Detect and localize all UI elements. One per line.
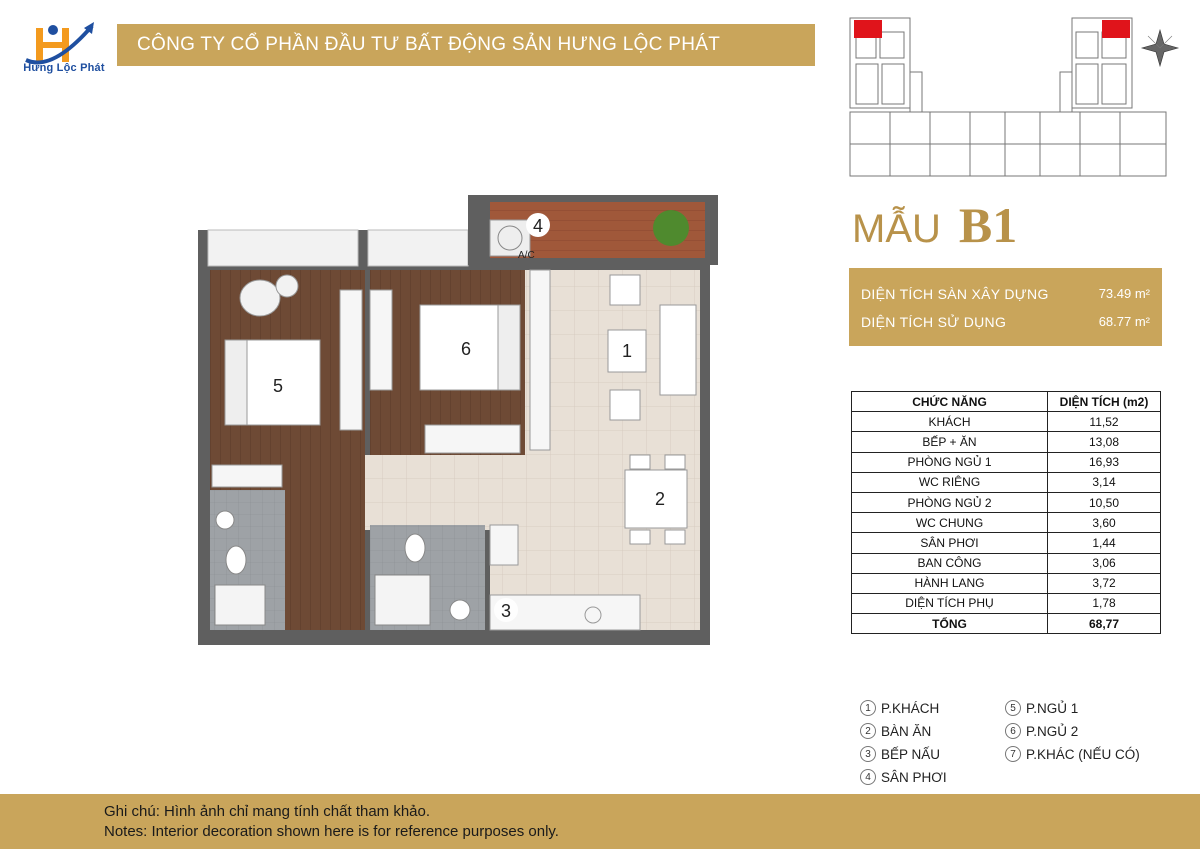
model-title xyxy=(852,196,1017,256)
area-value: 73.49 m² xyxy=(1098,286,1150,301)
function-name: HÀNH LANG xyxy=(852,573,1048,593)
legend-number-badge: 1 xyxy=(860,700,876,716)
function-area: 3,06 xyxy=(1048,553,1161,573)
function-area: 1,44 xyxy=(1048,533,1161,553)
room-label-3 xyxy=(494,598,518,622)
legend-item xyxy=(860,746,940,762)
table-total-row xyxy=(852,614,1161,634)
column-header-area: DIỆN TÍCH (m2) xyxy=(1048,392,1161,412)
svg-text:2: 2 xyxy=(654,489,666,509)
table-row xyxy=(852,593,1161,613)
function-name: BAN CÔNG xyxy=(852,553,1048,573)
function-area: 11,52 xyxy=(1048,412,1161,432)
sink-icon xyxy=(450,600,470,620)
function-name: DIỆN TÍCH PHỤ xyxy=(852,593,1048,613)
legend-item xyxy=(860,769,947,785)
company-name: CÔNG TY CỔ PHẦN ĐẦU TƯ BẤT ĐỘNG SẢN HƯNG LỘC PHÁT xyxy=(137,34,721,55)
company-name-banner xyxy=(117,24,815,66)
function-name: WC RIÊNG xyxy=(852,472,1048,492)
armchair xyxy=(240,280,280,316)
building-key-plan xyxy=(840,12,1195,184)
legend-label: P.KHÁC (NẾU CÓ) xyxy=(1026,746,1140,762)
svg-text:3: 3 xyxy=(500,601,512,621)
function-area: 3,14 xyxy=(1048,472,1161,492)
table-row xyxy=(852,472,1161,492)
wardrobe-1 xyxy=(340,290,362,430)
bed-1-pillows xyxy=(225,340,247,425)
shower-area xyxy=(375,575,430,625)
dining-chair xyxy=(665,455,685,469)
area-summary-box xyxy=(849,268,1162,346)
function-area: 16,93 xyxy=(1048,452,1161,472)
ac-label: A/C xyxy=(518,250,535,261)
note-english: Notes: Interior decoration shown here is for reference purposes only. xyxy=(104,823,559,840)
function-name: KHÁCH xyxy=(852,412,1048,432)
table-row xyxy=(852,573,1161,593)
unit-highlight-right xyxy=(1102,20,1130,38)
area-label: DIỆN TÍCH SÀN XÂY DỰNG xyxy=(861,286,1049,302)
hallway-floor xyxy=(365,455,525,530)
tv-cabinet xyxy=(530,270,550,450)
legend-number-badge: 6 xyxy=(1005,723,1021,739)
legend-label: P.NGỦ 2 xyxy=(1026,723,1079,739)
legend-label: P.KHÁCH xyxy=(881,700,940,716)
legend-item xyxy=(1005,746,1140,762)
legend-number-badge: 7 xyxy=(1005,746,1021,762)
legend-item xyxy=(1005,723,1078,739)
wardrobe-2 xyxy=(370,290,392,390)
svg-text:4: 4 xyxy=(532,216,544,236)
legend-label: SÂN PHƠI xyxy=(881,769,947,785)
compass-icon xyxy=(1142,30,1178,66)
table-row xyxy=(852,553,1161,573)
area-row-usable xyxy=(861,312,1150,340)
bed-2-pillows xyxy=(498,305,520,390)
table-row xyxy=(852,533,1161,553)
legend-number-badge: 2 xyxy=(860,723,876,739)
armchair-top xyxy=(610,275,640,305)
room-label-1 xyxy=(622,341,632,361)
legend-number-badge: 4 xyxy=(860,769,876,785)
svg-text:1: 1 xyxy=(621,341,633,361)
table-row xyxy=(852,452,1161,472)
area-label: DIỆN TÍCH SỬ DỤNG xyxy=(861,314,1007,330)
balcony-bedroom-2 xyxy=(368,230,468,266)
toilet-icon xyxy=(226,546,246,574)
side-table xyxy=(276,275,298,297)
area-row-construction xyxy=(861,284,1150,312)
area-value: 68.77 m² xyxy=(1098,314,1150,329)
legend-label: BÀN ĂN xyxy=(881,723,932,739)
model-code: B1 xyxy=(958,197,1018,253)
note-vietnamese: Ghi chú: Hình ảnh chỉ mang tính chất tham khảo. xyxy=(104,803,431,820)
table-row xyxy=(852,513,1161,533)
function-area: 13,08 xyxy=(1048,432,1161,452)
function-area-table xyxy=(851,391,1161,634)
total-label: TỔNG xyxy=(852,614,1048,634)
dining-chair xyxy=(630,530,650,544)
function-area: 3,72 xyxy=(1048,573,1161,593)
table-row xyxy=(852,432,1161,452)
table-row xyxy=(852,492,1161,512)
room-label-4 xyxy=(526,213,550,237)
function-area: 1,78 xyxy=(1048,593,1161,613)
room-label-6 xyxy=(454,336,478,360)
logo-text: Hưng Lộc Phát xyxy=(23,62,105,74)
sink-icon xyxy=(216,511,234,529)
shower-area-private xyxy=(215,585,265,625)
total-value: 68,77 xyxy=(1048,614,1161,634)
fridge xyxy=(490,525,518,565)
unit-highlight-left xyxy=(854,20,882,38)
armchair-bottom xyxy=(610,390,640,420)
function-area: 10,50 xyxy=(1048,492,1161,512)
svg-text:5: 5 xyxy=(272,376,284,396)
closet-2 xyxy=(425,425,520,453)
toilet-icon xyxy=(405,534,425,562)
floor-plan-b1 xyxy=(190,190,730,650)
model-prefix: MẪU xyxy=(852,207,941,251)
footer-notes xyxy=(0,794,1200,849)
legend-item xyxy=(860,723,931,739)
sofa xyxy=(660,305,696,395)
closet-1 xyxy=(212,465,282,487)
balcony-bedroom-1 xyxy=(208,230,358,266)
column-header-function: CHỨC NĂNG xyxy=(852,392,1048,412)
function-area: 3,60 xyxy=(1048,513,1161,533)
dining-chair xyxy=(630,455,650,469)
function-name: BẾP + ĂN xyxy=(852,432,1048,452)
function-name: WC CHUNG xyxy=(852,513,1048,533)
legend-item xyxy=(1005,700,1078,716)
legend-label: P.NGỦ 1 xyxy=(1026,700,1079,716)
legend-item xyxy=(860,700,939,716)
room-legend xyxy=(860,700,1180,792)
table-row xyxy=(852,412,1161,432)
svg-text:6: 6 xyxy=(460,339,472,359)
room-label-2 xyxy=(648,486,672,510)
room-label-5 xyxy=(266,373,290,397)
function-name: SÂN PHƠI xyxy=(852,533,1048,553)
plant-icon xyxy=(653,210,689,246)
function-name: PHÒNG NGỦ 2 xyxy=(852,492,1048,512)
legend-label: BẾP NẤU xyxy=(881,746,941,762)
legend-number-badge: 3 xyxy=(860,746,876,762)
table-header-row xyxy=(852,392,1161,412)
dining-chair xyxy=(665,530,685,544)
legend-number-badge: 5 xyxy=(1005,700,1021,716)
function-name: PHÒNG NGỦ 1 xyxy=(852,452,1048,472)
